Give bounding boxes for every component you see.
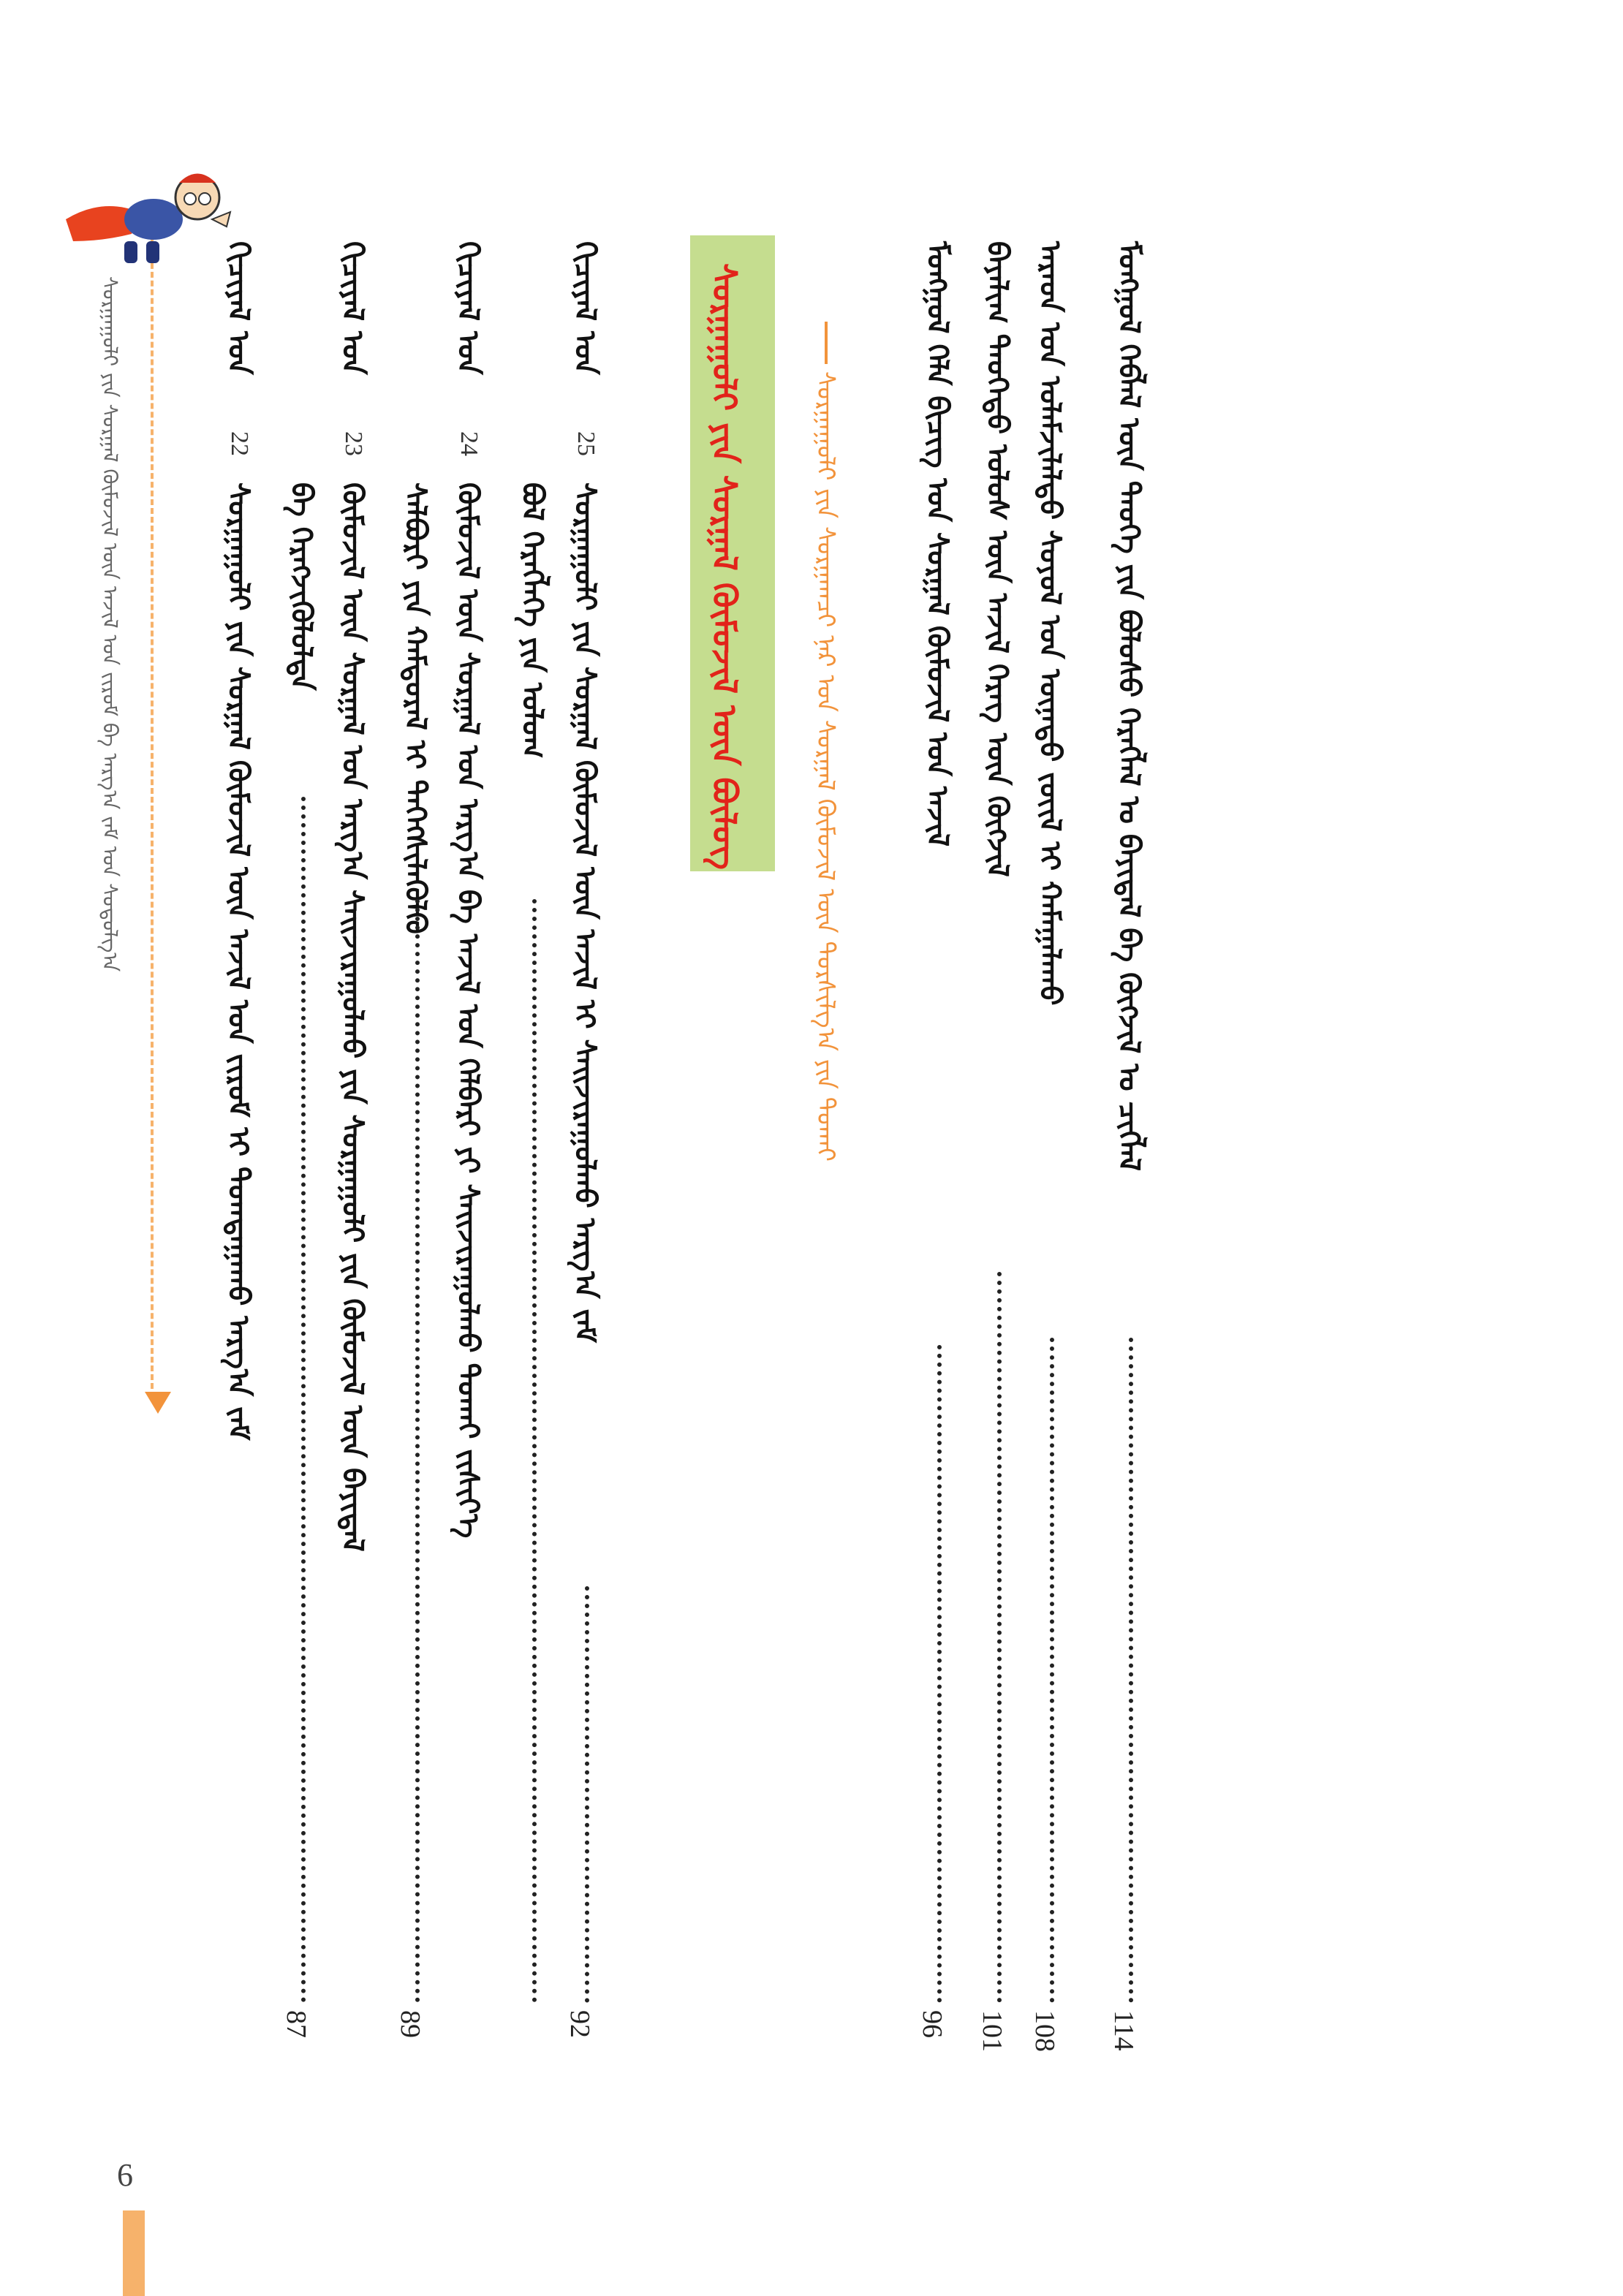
entry-line1: ᠬᠦᠮᠦᠵᠢᠯ ᠦᠨ ᠰᠤᠷᠭᠠᠯ ᠤᠨ ᠠᠷᠭ᠎ᠠ ᠰᠠᠢᠵᠢᠷᠠᠭᠤᠯᠬᠤ ᠶᠢᠨ ᠰᠤᠷᠭᠠᠭᠤᠯᠢ ᠶᠢᠨ ᠬᠦᠮᠦᠵᠢᠯ ᠦᠨ ᠪᠠᠶᠢᠳᠠᠯ [336, 482, 370, 1552]
footer-arrow-icon [145, 1392, 171, 1414]
entry-page-number: 87 [281, 2010, 311, 2038]
page-number: 6 [117, 2157, 133, 2193]
lesson-number: 22 [226, 431, 253, 456]
entry-page-number: 92 [564, 2010, 595, 2038]
mascot-hand [212, 212, 230, 227]
entry-page-number: 89 [395, 2010, 425, 2038]
entry-line2: ᠰᠠᠯᠪᠤᠷᠢ ᠶᠢᠨ ᠬᠠᠮᠲᠤᠷᠠᠯ ᠢ ᠳᠡᠭᠡᠭᠰᠢᠯᠡᠭᠦᠯᠬᠦ [398, 482, 433, 934]
mascot-leg [146, 241, 159, 263]
lesson-number: 25 [572, 431, 599, 456]
leader-dots [1129, 1338, 1133, 2003]
subtitle-dash [825, 322, 828, 364]
leader-dots [415, 899, 420, 2003]
mascot-leg [124, 241, 137, 263]
entry-line2: ᠪᠠ ᠬᠡᠷᠡᠭᠵᠢᠭᠦᠯᠦᠯᠲᠡ [284, 482, 319, 691]
running-title: ᠰᠤᠷᠭᠠᠭᠤᠯᠢ ᠶᠢᠨ ᠰᠤᠷᠭᠠᠯ ᠬᠦᠮᠦᠵᠢᠯ ᠦᠨ ᠠᠵᠢᠯ ᠤᠨ ᠵᠢᠷᠤᠮ ᠪᠠ ᠠᠷᠭ᠎ᠠ ᠵᠠᠮ ᠤᠨ ᠰᠤᠳᠤᠯᠭ᠎ᠠ [98, 276, 122, 972]
leader-dots [1050, 1338, 1054, 2003]
section-subtitle: ᠰᠤᠷᠭᠠᠭᠤᠯᠢ ᠶᠢᠨ ᠰᠤᠷᠭᠠᠭᠴᠢ ᠨᠠᠷ ᠤᠨ ᠰᠤᠷᠭᠠᠯ ᠬᠦᠮᠦᠵᠢᠯ ᠦᠨ ᠲᠤᠷᠰᠢᠯᠭ᠎ᠠ ᠶᠢᠨ ᠲᠤᠬᠠᠢ [811, 371, 840, 1162]
entry-line2: ᠪᠣᠯ ᠬᠡᠷᠡᠭᠯᠡᠭᠡ ᠶᠢᠨ ᠤᠯᠤᠭ [515, 482, 550, 759]
entry-line1: ᠰᠤᠷᠭᠠᠭᠤᠯᠢ ᠶᠢᠨ ᠰᠤᠷᠭᠠᠯ ᠬᠦᠮᠦᠵᠢᠯ ᠦᠨ ᠠᠵᠢᠯ ᠤᠨ ᠵᠢᠷᠤᠮ ᠢ ᠲᠣᠭᠲᠠᠭᠠᠬᠤ ᠠᠷᠭ᠎ᠠ ᠵᠠᠮ [222, 482, 256, 1441]
mascot-body [124, 199, 183, 240]
lesson-label: ᠬᠢᠴᠢᠶᠡᠯ ᠤᠨ [336, 241, 370, 375]
leader-dots [585, 1586, 589, 2003]
entry-page-number: 108 [1029, 2010, 1060, 2052]
footer-dashed-line [151, 219, 154, 1389]
leader-dots [937, 1345, 942, 2003]
entry-page-number: 96 [917, 2010, 947, 2038]
mascot-eye [184, 193, 196, 205]
mascot-hat [179, 174, 216, 183]
leader-dots [301, 797, 306, 2003]
lesson-number: 24 [455, 431, 483, 456]
entry-text: ᠮᠣᠩᠭᠣᠯ ᠬᠡᠯᠡ ᠪᠢᠴᠢᠭ ᠤᠨ ᠰᠤᠷᠭᠠᠯ ᠬᠦᠮᠦᠵᠢᠯ ᠤᠨ ᠠᠵᠢᠯ [920, 241, 955, 847]
entry-text: ᠮᠣᠩᠭᠣᠯ ᠬᠡᠪᠯᠡᠯ ᠦᠨ ᠲᠡᠦᠬᠡ ᠶᠢᠨ ᠪᠣᠯᠤᠰᠤ ᠬᠡᠷᠡᠭᠯᠡᠯ ᠤ ᠪᠠᠶᠢᠳᠠᠯ ᠪᠠ ᠬᠥᠭᠵᠢᠯ ᠤ ᠴᠢᠭᠯᠡᠯ [1112, 241, 1146, 1172]
lesson-number: 23 [340, 431, 367, 456]
leader-dots [997, 1272, 1002, 2003]
mascot-eye [199, 193, 211, 205]
section-title: ᠰᠤᠷᠭᠠᠭᠤᠯᠢ ᠶᠢᠨ ᠰᠤᠷᠭᠠᠯ ᠬᠦᠮᠦᠵᠢᠯ ᠦᠨ ᠪᠦᠯᠦᠭ [705, 263, 744, 870]
entry-page-number: 114 [1108, 2010, 1139, 2051]
entry-line1: ᠰᠤᠷᠭᠠᠭᠤᠯᠢ ᠶᠢᠨ ᠰᠤᠷᠭᠠᠯ ᠬᠦᠮᠦᠵᠢᠯ ᠦᠨ ᠠᠵᠢᠯ ᠢ ᠰᠠᠢᠵᠢᠷᠠᠭᠤᠯᠬᠤ ᠠᠷᠭ᠎ᠠ ᠵᠠᠮ [568, 482, 602, 1343]
flying-mascot-icon [58, 132, 234, 278]
lesson-label: ᠬᠢᠴᠢᠶᠡᠯ ᠤᠨ [451, 241, 485, 375]
lesson-label: ᠬᠢᠴᠢᠶᠡᠯ ᠤᠨ [222, 241, 256, 375]
entry-page-number: 101 [977, 2010, 1007, 2052]
lesson-label: ᠬᠢᠴᠢᠶᠡᠯ ᠤᠨ [568, 241, 602, 375]
entry-text: ᠪᠠᠶᠠᠯᠢᠭ ᠲᠡᠦᠬᠡᠲᠦ ᠤᠯᠤᠰ ᠦᠨ ᠠᠵᠢᠯ ᠬᠡᠷᠡᠭ ᠦᠨ ᠬᠥᠭᠵᠢᠯ [980, 241, 1015, 877]
leader-dots [532, 899, 537, 2003]
page-tab-marker [123, 2210, 145, 2296]
entry-line1: ᠬᠦᠮᠦᠵᠢᠯ ᠦᠨ ᠰᠤᠷᠭᠠᠯ ᠤᠨ ᠠᠷᠭ᠎ᠠ ᠪᠠ ᠠᠵᠢᠯ ᠤᠨ ᠬᠡᠯᠪᠡᠷᠢ ᠶᠢ ᠰᠠᠢᠵᠢᠷᠠᠭᠤᠯᠬᠤ ᠲᠤᠬᠠᠢ ᠵᠢᠱᠢᠶ᠎ᠡ [451, 482, 485, 1539]
entry-text: ᠠᠷᠠᠳ ᠤᠨ ᠤᠯᠠᠮᠵᠢᠯᠠᠯᠲᠤ ᠰᠣᠶᠣᠯ ᠤᠨ ᠦᠨᠡᠲᠦ ᠵᠦᠢᠯ ᠢ ᠬᠠᠮᠠᠭᠠᠯᠠᠬᠤ [1033, 241, 1067, 1006]
